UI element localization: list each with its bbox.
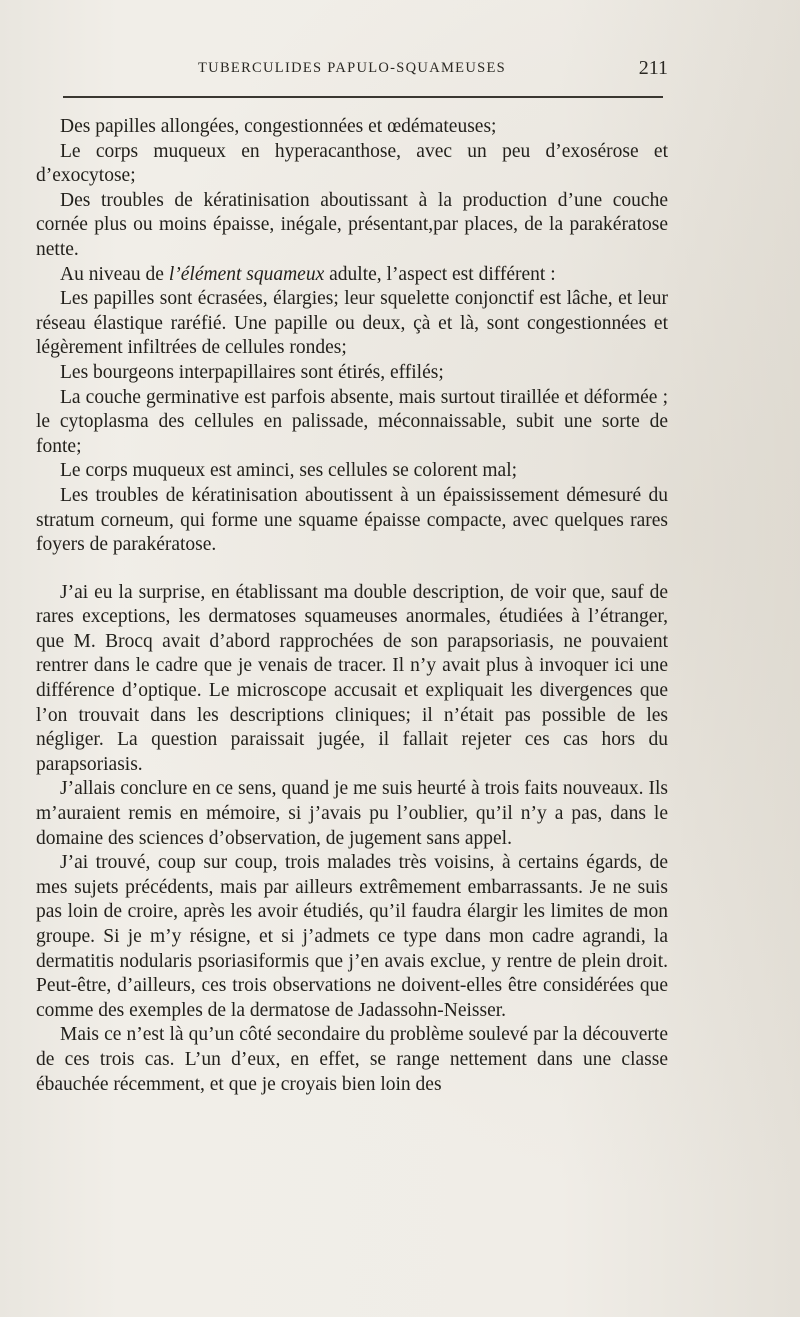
paragraph-text: adulte, l’aspect est différent : xyxy=(324,263,556,285)
page-header xyxy=(36,57,668,84)
paragraph xyxy=(36,263,668,288)
paragraph: La couche germinative est parfois absente, mais surtout tiraillée et déformée ; le cytoplasma des cellules en palissade, méconnaissable, subit une sorte de fonte; xyxy=(36,386,668,457)
italic-term: l’élément squameux xyxy=(168,263,325,285)
paragraph: Les bourgeons interpapillaires sont étirés, effilés; xyxy=(60,361,444,383)
paragraph: Les troubles de kératinisation aboutissent à un épaississement démesuré du stratum corneum, qui forme une squame épaisse compacte, avec quelques rares foyers de parakératose. xyxy=(36,484,668,556)
paragraph: Le corps muqueux est aminci, ses cellules se colorent mal; xyxy=(60,460,518,482)
paragraph: J’allais conclure en ce sens, quand je me suis heurté à trois faits nouveaux. Ils m’auraient remis en mémoire, si j’avais pu l’oublier, qu’il n’y a pas, dans le domaine des sciences d’observation, de jugement sans appel. xyxy=(36,778,668,849)
running-head: TUBERCULIDES PAPULO-SQUAMEUSES xyxy=(198,60,506,76)
paragraph-text: Au niveau de xyxy=(60,263,169,285)
paragraph: Des troubles de kératinisation aboutissant à la production d’une couche cornée plus ou moins épaisse, inégale, présentant,par places, de la parakératose nette. xyxy=(36,189,668,260)
body-text xyxy=(36,115,668,1097)
paragraph: J’ai trouvé, coup sur coup, trois malades très voisins, à certains égards, de mes sujets précédents, mais par ailleurs extrêmement embarrassants. Je ne suis pas loin de croire, après les avoir étudiés, qu’il faudra élargir les limites de mon groupe. Si je m’y résigne, et si j’admets ce type dans mon cadre agrandi, la dermatitis nodularis psoriasiformis que j’en avais exclue, y rentre de plein droit. Peut-être, d’ailleurs, ces trois observations ne doivent-elles être considérées que comme des exemples de la dermatose de Jadassohn-Neisser. xyxy=(36,852,668,1021)
paragraph: Les papilles sont écrasées, élargies; leur squelette conjonctif est lâche, et leur réseau élastique raréfié. Une papille ou deux, çà et là, sont congestionnées et légèrement infiltrées de cellules rondes; xyxy=(36,288,668,359)
paragraph: J’ai eu la surprise, en établissant ma double description, de voir que, sauf de rares exceptions, les dermatoses squameuses anormales, étudiées à l’étranger, que M. Brocq avait d’abord rapprochées de son parapsoriasis, ne pouvaient rentrer dans le cadre que je venais de tracer. Il n’y avait plus à invoquer ici une différence d’optique. Le microscope accusait et expliquait les divergences que l’on trouvait dans les descriptions cliniques; il n’était pas possible de les négliger. La question paraissait jugée, il fallait rejeter ces cas hors du parapsoriasis. xyxy=(36,581,668,775)
paragraph: Mais ce n’est là qu’un côté secondaire du problème soulevé par la découverte de ces trois cas. L’un d’eux, en effet, se range nettement dans une classe ébauchée récemment, et que je croyais bien loin des xyxy=(36,1024,668,1095)
paragraph: Le corps muqueux en hyperacanthose, avec un peu d’exosérose et d’exocytose; xyxy=(36,140,668,187)
header-rule xyxy=(63,96,663,98)
paragraph: Des papilles allongées, congestionnées et œdémateuses; xyxy=(60,116,497,137)
page-number: 211 xyxy=(638,57,668,79)
